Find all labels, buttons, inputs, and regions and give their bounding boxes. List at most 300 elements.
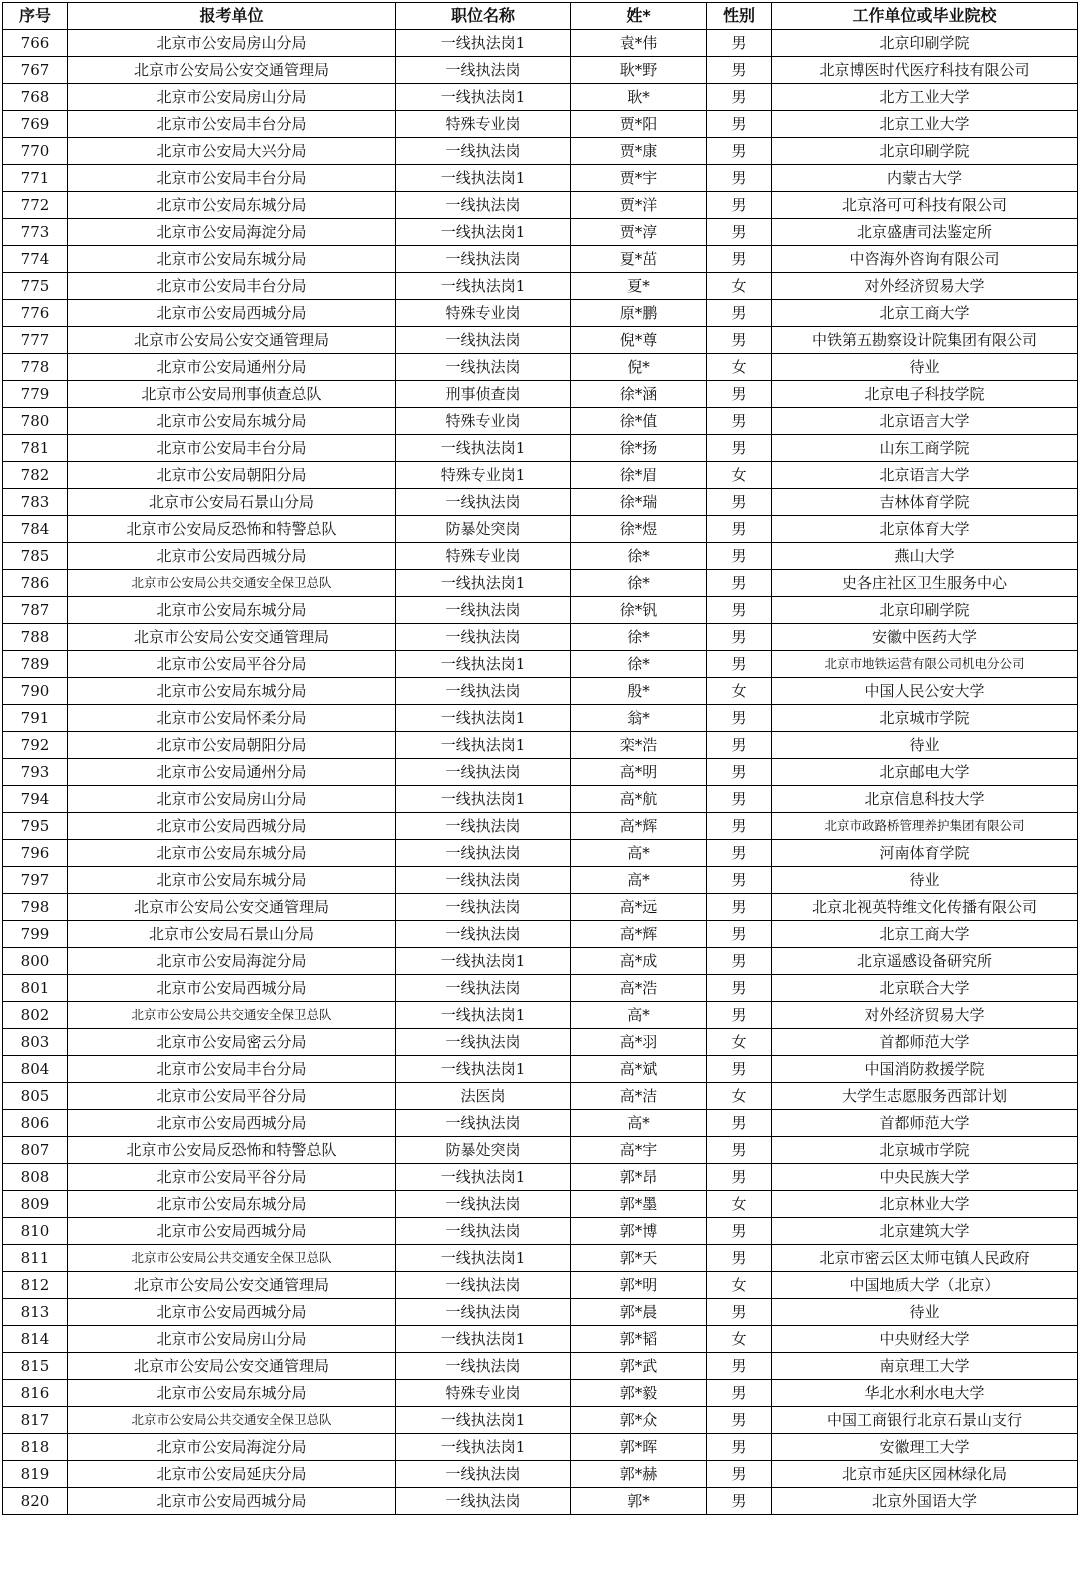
cell-applied-unit: 北京市公安局公共交通安全保卫总队 (68, 1407, 396, 1434)
cell-employer-or-school: 北京印刷学院 (772, 30, 1078, 57)
cell-serial-number: 786 (3, 570, 68, 597)
cell-position-name: 一线执法岗 (396, 192, 571, 219)
table-row (3, 840, 1078, 867)
cell-position-name: 防暴处突岗 (396, 1137, 571, 1164)
cell-name: 徐*瑞 (571, 489, 707, 516)
cell-serial-number: 816 (3, 1380, 68, 1407)
cell-position-name: 一线执法岗 (396, 246, 571, 273)
table-row (3, 1110, 1078, 1137)
cell-gender: 男 (707, 1299, 772, 1326)
table-row (3, 543, 1078, 570)
cell-gender: 男 (707, 1245, 772, 1272)
cell-gender: 男 (707, 975, 772, 1002)
cell-serial-number: 808 (3, 1164, 68, 1191)
cell-position-name: 一线执法岗1 (396, 30, 571, 57)
cell-applied-unit: 北京市公安局公安交通管理局 (68, 894, 396, 921)
cell-position-name: 一线执法岗1 (396, 273, 571, 300)
cell-employer-or-school: 中铁第五勘察设计院集团有限公司 (772, 327, 1078, 354)
table-row (3, 327, 1078, 354)
cell-position-name: 一线执法岗 (396, 354, 571, 381)
cell-name: 徐*值 (571, 408, 707, 435)
cell-name: 郭*墨 (571, 1191, 707, 1218)
cell-gender: 男 (707, 1461, 772, 1488)
cell-applied-unit: 北京市公安局东城分局 (68, 1191, 396, 1218)
header-employer-or-school: 工作单位或毕业院校 (772, 3, 1078, 30)
cell-name: 原*鹏 (571, 300, 707, 327)
cell-gender: 男 (707, 1407, 772, 1434)
cell-gender: 男 (707, 219, 772, 246)
cell-gender: 女 (707, 1083, 772, 1110)
cell-gender: 女 (707, 678, 772, 705)
cell-serial-number: 802 (3, 1002, 68, 1029)
cell-employer-or-school: 待业 (772, 732, 1078, 759)
cell-serial-number: 782 (3, 462, 68, 489)
cell-name: 袁*伟 (571, 30, 707, 57)
cell-position-name: 一线执法岗 (396, 678, 571, 705)
cell-applied-unit: 北京市公安局通州分局 (68, 354, 396, 381)
table-row (3, 894, 1078, 921)
cell-name: 高*宇 (571, 1137, 707, 1164)
cell-name: 郭*毅 (571, 1380, 707, 1407)
table-row (3, 1002, 1078, 1029)
cell-position-name: 一线执法岗 (396, 57, 571, 84)
cell-name: 耿*野 (571, 57, 707, 84)
cell-position-name: 一线执法岗1 (396, 651, 571, 678)
cell-name: 徐* (571, 651, 707, 678)
cell-position-name: 一线执法岗1 (396, 948, 571, 975)
cell-employer-or-school: 北京城市学院 (772, 705, 1078, 732)
cell-applied-unit: 北京市公安局公共交通安全保卫总队 (68, 1245, 396, 1272)
cell-employer-or-school: 首都师范大学 (772, 1110, 1078, 1137)
cell-employer-or-school: 吉林体育学院 (772, 489, 1078, 516)
cell-gender: 男 (707, 651, 772, 678)
cell-gender: 男 (707, 1353, 772, 1380)
cell-serial-number: 785 (3, 543, 68, 570)
cell-applied-unit: 北京市公安局东城分局 (68, 408, 396, 435)
cell-name: 栾*浩 (571, 732, 707, 759)
cell-serial-number: 789 (3, 651, 68, 678)
cell-gender: 男 (707, 1137, 772, 1164)
cell-gender: 女 (707, 1272, 772, 1299)
cell-name: 郭*明 (571, 1272, 707, 1299)
cell-gender: 男 (707, 408, 772, 435)
cell-employer-or-school: 北京外国语大学 (772, 1488, 1078, 1515)
cell-gender: 女 (707, 462, 772, 489)
cell-gender: 男 (707, 570, 772, 597)
table-row (3, 759, 1078, 786)
cell-position-name: 一线执法岗1 (396, 705, 571, 732)
cell-serial-number: 773 (3, 219, 68, 246)
cell-serial-number: 817 (3, 1407, 68, 1434)
cell-name: 郭*昂 (571, 1164, 707, 1191)
table-row (3, 1218, 1078, 1245)
cell-position-name: 一线执法岗1 (396, 219, 571, 246)
table-row (3, 273, 1078, 300)
cell-applied-unit: 北京市公安局东城分局 (68, 678, 396, 705)
cell-applied-unit: 北京市公安局东城分局 (68, 192, 396, 219)
cell-gender: 男 (707, 948, 772, 975)
cell-employer-or-school: 中央民族大学 (772, 1164, 1078, 1191)
cell-name: 殷* (571, 678, 707, 705)
cell-employer-or-school: 南京理工大学 (772, 1353, 1078, 1380)
cell-name: 高* (571, 840, 707, 867)
cell-gender: 男 (707, 1380, 772, 1407)
cell-gender: 女 (707, 1191, 772, 1218)
cell-serial-number: 787 (3, 597, 68, 624)
cell-serial-number: 797 (3, 867, 68, 894)
cell-gender: 男 (707, 786, 772, 813)
cell-serial-number: 769 (3, 111, 68, 138)
cell-name: 郭*博 (571, 1218, 707, 1245)
cell-position-name: 特殊专业岗 (396, 300, 571, 327)
cell-employer-or-school: 中央财经大学 (772, 1326, 1078, 1353)
cell-applied-unit: 北京市公安局丰台分局 (68, 1056, 396, 1083)
header-gender: 性别 (707, 3, 772, 30)
table-row (3, 1380, 1078, 1407)
cell-employer-or-school: 北京印刷学院 (772, 138, 1078, 165)
cell-serial-number: 766 (3, 30, 68, 57)
cell-serial-number: 818 (3, 1434, 68, 1461)
table-row (3, 1326, 1078, 1353)
cell-serial-number: 767 (3, 57, 68, 84)
cell-serial-number: 791 (3, 705, 68, 732)
cell-name: 徐* (571, 624, 707, 651)
cell-serial-number: 798 (3, 894, 68, 921)
cell-serial-number: 777 (3, 327, 68, 354)
table-row (3, 1164, 1078, 1191)
table-row (3, 84, 1078, 111)
cell-name: 夏*茁 (571, 246, 707, 273)
cell-employer-or-school: 待业 (772, 867, 1078, 894)
cell-position-name: 法医岗 (396, 1083, 571, 1110)
cell-name: 徐*眉 (571, 462, 707, 489)
table-row (3, 813, 1078, 840)
table-row (3, 1488, 1078, 1515)
cell-applied-unit: 北京市公安局海淀分局 (68, 219, 396, 246)
cell-employer-or-school: 中国人民公安大学 (772, 678, 1078, 705)
table-body (3, 30, 1078, 1515)
table-row (3, 651, 1078, 678)
cell-position-name: 一线执法岗1 (396, 84, 571, 111)
cell-position-name: 一线执法岗 (396, 840, 571, 867)
cell-name: 徐* (571, 570, 707, 597)
cell-employer-or-school: 北京电子科技学院 (772, 381, 1078, 408)
cell-name: 高*航 (571, 786, 707, 813)
cell-gender: 女 (707, 1326, 772, 1353)
cell-position-name: 一线执法岗1 (396, 1434, 571, 1461)
table-row (3, 678, 1078, 705)
cell-position-name: 刑事侦查岗 (396, 381, 571, 408)
cell-applied-unit: 北京市公安局通州分局 (68, 759, 396, 786)
cell-applied-unit: 北京市公安局公安交通管理局 (68, 327, 396, 354)
cell-position-name: 一线执法岗 (396, 1191, 571, 1218)
cell-serial-number: 800 (3, 948, 68, 975)
cell-position-name: 一线执法岗1 (396, 1164, 571, 1191)
cell-position-name: 一线执法岗 (396, 813, 571, 840)
cell-gender: 男 (707, 1164, 772, 1191)
cell-employer-or-school: 北京邮电大学 (772, 759, 1078, 786)
cell-serial-number: 788 (3, 624, 68, 651)
header-name: 姓* (571, 3, 707, 30)
cell-name: 郭*韬 (571, 1326, 707, 1353)
cell-applied-unit: 北京市公安局丰台分局 (68, 165, 396, 192)
cell-position-name: 一线执法岗1 (396, 435, 571, 462)
cell-applied-unit: 北京市公安局石景山分局 (68, 921, 396, 948)
cell-serial-number: 793 (3, 759, 68, 786)
cell-name: 高*辉 (571, 921, 707, 948)
cell-serial-number: 781 (3, 435, 68, 462)
cell-employer-or-school: 北京北视英特维文化传播有限公司 (772, 894, 1078, 921)
cell-employer-or-school: 北京城市学院 (772, 1137, 1078, 1164)
cell-position-name: 一线执法岗 (396, 624, 571, 651)
table-row (3, 1029, 1078, 1056)
cell-gender: 男 (707, 705, 772, 732)
table-row (3, 705, 1078, 732)
cell-name: 贾*淳 (571, 219, 707, 246)
cell-name: 高* (571, 1110, 707, 1137)
cell-serial-number: 806 (3, 1110, 68, 1137)
cell-gender: 男 (707, 84, 772, 111)
cell-serial-number: 801 (3, 975, 68, 1002)
cell-gender: 男 (707, 192, 772, 219)
cell-gender: 男 (707, 732, 772, 759)
cell-gender: 男 (707, 111, 772, 138)
cell-position-name: 一线执法岗 (396, 489, 571, 516)
cell-position-name: 一线执法岗 (396, 867, 571, 894)
table-row (3, 732, 1078, 759)
cell-employer-or-school: 北京工业大学 (772, 111, 1078, 138)
cell-serial-number: 783 (3, 489, 68, 516)
cell-gender: 男 (707, 624, 772, 651)
cell-applied-unit: 北京市公安局西城分局 (68, 300, 396, 327)
table-row (3, 1083, 1078, 1110)
cell-gender: 男 (707, 489, 772, 516)
cell-position-name: 特殊专业岗1 (396, 462, 571, 489)
cell-name: 夏* (571, 273, 707, 300)
cell-employer-or-school: 北京语言大学 (772, 462, 1078, 489)
cell-employer-or-school: 河南体育学院 (772, 840, 1078, 867)
cell-name: 高*成 (571, 948, 707, 975)
table-row (3, 1272, 1078, 1299)
cell-gender: 男 (707, 840, 772, 867)
cell-applied-unit: 北京市公安局平谷分局 (68, 1164, 396, 1191)
table-row (3, 57, 1078, 84)
cell-name: 郭*天 (571, 1245, 707, 1272)
cell-name: 徐*钒 (571, 597, 707, 624)
table-row (3, 1434, 1078, 1461)
cell-applied-unit: 北京市公安局西城分局 (68, 1218, 396, 1245)
cell-applied-unit: 北京市公安局东城分局 (68, 840, 396, 867)
cell-employer-or-school: 燕山大学 (772, 543, 1078, 570)
header-position-name: 职位名称 (396, 3, 571, 30)
cell-name: 徐* (571, 543, 707, 570)
cell-applied-unit: 北京市公安局东城分局 (68, 1380, 396, 1407)
table-row (3, 435, 1078, 462)
cell-name: 高* (571, 1002, 707, 1029)
cell-serial-number: 812 (3, 1272, 68, 1299)
cell-name: 高*浩 (571, 975, 707, 1002)
cell-serial-number: 796 (3, 840, 68, 867)
table-row (3, 219, 1078, 246)
cell-serial-number: 810 (3, 1218, 68, 1245)
cell-applied-unit: 北京市公安局西城分局 (68, 1299, 396, 1326)
cell-name: 高*明 (571, 759, 707, 786)
cell-applied-unit: 北京市公安局公安交通管理局 (68, 624, 396, 651)
cell-applied-unit: 北京市公安局反恐怖和特警总队 (68, 1137, 396, 1164)
cell-name: 高*羽 (571, 1029, 707, 1056)
cell-employer-or-school: 北京信息科技大学 (772, 786, 1078, 813)
cell-applied-unit: 北京市公安局朝阳分局 (68, 732, 396, 759)
cell-gender: 女 (707, 354, 772, 381)
cell-position-name: 一线执法岗1 (396, 732, 571, 759)
cell-serial-number: 770 (3, 138, 68, 165)
cell-employer-or-school: 北京市地铁运营有限公司机电分公司 (772, 651, 1078, 678)
cell-position-name: 一线执法岗 (396, 1299, 571, 1326)
table-row (3, 1137, 1078, 1164)
cell-serial-number: 778 (3, 354, 68, 381)
cell-position-name: 一线执法岗 (396, 759, 571, 786)
cell-name: 高*斌 (571, 1056, 707, 1083)
table-row (3, 354, 1078, 381)
cell-position-name: 一线执法岗 (396, 1488, 571, 1515)
cell-name: 郭*赫 (571, 1461, 707, 1488)
cell-position-name: 特殊专业岗 (396, 543, 571, 570)
cell-employer-or-school: 中咨海外咨询有限公司 (772, 246, 1078, 273)
table-row (3, 165, 1078, 192)
cell-serial-number: 774 (3, 246, 68, 273)
cell-serial-number: 792 (3, 732, 68, 759)
table-row (3, 1191, 1078, 1218)
table-row (3, 975, 1078, 1002)
cell-applied-unit: 北京市公安局丰台分局 (68, 273, 396, 300)
cell-name: 耿* (571, 84, 707, 111)
cell-serial-number: 814 (3, 1326, 68, 1353)
cell-applied-unit: 北京市公安局房山分局 (68, 1326, 396, 1353)
cell-gender: 男 (707, 30, 772, 57)
cell-gender: 男 (707, 1056, 772, 1083)
cell-name: 高*洁 (571, 1083, 707, 1110)
cell-applied-unit: 北京市公安局怀柔分局 (68, 705, 396, 732)
cell-position-name: 一线执法岗 (396, 921, 571, 948)
table-row (3, 300, 1078, 327)
cell-gender: 男 (707, 1434, 772, 1461)
cell-serial-number: 768 (3, 84, 68, 111)
cell-serial-number: 809 (3, 1191, 68, 1218)
cell-name: 徐*煜 (571, 516, 707, 543)
cell-serial-number: 775 (3, 273, 68, 300)
cell-applied-unit: 北京市公安局刑事侦查总队 (68, 381, 396, 408)
cell-name: 倪* (571, 354, 707, 381)
cell-serial-number: 790 (3, 678, 68, 705)
cell-gender: 男 (707, 165, 772, 192)
cell-applied-unit: 北京市公安局公安交通管理局 (68, 1353, 396, 1380)
cell-employer-or-school: 待业 (772, 354, 1078, 381)
cell-gender: 男 (707, 435, 772, 462)
cell-position-name: 一线执法岗 (396, 1029, 571, 1056)
cell-employer-or-school: 对外经济贸易大学 (772, 273, 1078, 300)
cell-position-name: 特殊专业岗 (396, 111, 571, 138)
cell-serial-number: 820 (3, 1488, 68, 1515)
cell-employer-or-school: 中国地质大学（北京） (772, 1272, 1078, 1299)
cell-serial-number: 772 (3, 192, 68, 219)
cell-employer-or-school: 中国工商银行北京石景山支行 (772, 1407, 1078, 1434)
cell-applied-unit: 北京市公安局西城分局 (68, 813, 396, 840)
table-row (3, 246, 1078, 273)
cell-gender: 男 (707, 1488, 772, 1515)
cell-employer-or-school: 北京语言大学 (772, 408, 1078, 435)
cell-serial-number: 807 (3, 1137, 68, 1164)
cell-applied-unit: 北京市公安局公安交通管理局 (68, 57, 396, 84)
cell-position-name: 一线执法岗 (396, 1353, 571, 1380)
cell-serial-number: 804 (3, 1056, 68, 1083)
cell-gender: 男 (707, 138, 772, 165)
header-applied-unit: 报考单位 (68, 3, 396, 30)
cell-applied-unit: 北京市公安局密云分局 (68, 1029, 396, 1056)
table-row (3, 570, 1078, 597)
cell-gender: 男 (707, 759, 772, 786)
cell-name: 翁* (571, 705, 707, 732)
table-row (3, 111, 1078, 138)
cell-name: 贾*阳 (571, 111, 707, 138)
table-row (3, 1299, 1078, 1326)
cell-employer-or-school: 对外经济贸易大学 (772, 1002, 1078, 1029)
cell-name: 郭* (571, 1488, 707, 1515)
cell-applied-unit: 北京市公安局公共交通安全保卫总队 (68, 570, 396, 597)
cell-gender: 男 (707, 894, 772, 921)
cell-gender: 男 (707, 1218, 772, 1245)
cell-gender: 男 (707, 381, 772, 408)
cell-employer-or-school: 中国消防救援学院 (772, 1056, 1078, 1083)
candidate-roster (2, 2, 1077, 1515)
cell-position-name: 一线执法岗1 (396, 165, 571, 192)
cell-applied-unit: 北京市公安局房山分局 (68, 786, 396, 813)
cell-position-name: 一线执法岗 (396, 1461, 571, 1488)
cell-applied-unit: 北京市公安局西城分局 (68, 1110, 396, 1137)
cell-applied-unit: 北京市公安局平谷分局 (68, 1083, 396, 1110)
cell-employer-or-school: 华北水利水电大学 (772, 1380, 1078, 1407)
cell-position-name: 一线执法岗1 (396, 1326, 571, 1353)
cell-serial-number: 779 (3, 381, 68, 408)
table-row (3, 786, 1078, 813)
cell-employer-or-school: 北京建筑大学 (772, 1218, 1078, 1245)
table-row (3, 381, 1078, 408)
cell-name: 贾*宇 (571, 165, 707, 192)
cell-gender: 女 (707, 273, 772, 300)
cell-employer-or-school: 安徽中医药大学 (772, 624, 1078, 651)
table-row (3, 192, 1078, 219)
cell-applied-unit: 北京市公安局东城分局 (68, 246, 396, 273)
cell-position-name: 一线执法岗 (396, 1110, 571, 1137)
cell-gender: 女 (707, 1029, 772, 1056)
cell-serial-number: 780 (3, 408, 68, 435)
cell-applied-unit: 北京市公安局丰台分局 (68, 435, 396, 462)
cell-employer-or-school: 史各庄社区卫生服务中心 (772, 570, 1078, 597)
cell-employer-or-school: 北京市政路桥管理养护集团有限公司 (772, 813, 1078, 840)
cell-position-name: 一线执法岗1 (396, 1407, 571, 1434)
table-row (3, 948, 1078, 975)
cell-name: 郭*晖 (571, 1434, 707, 1461)
cell-position-name: 一线执法岗1 (396, 786, 571, 813)
cell-gender: 男 (707, 1002, 772, 1029)
cell-applied-unit: 北京市公安局房山分局 (68, 30, 396, 57)
cell-employer-or-school: 北京洛可可科技有限公司 (772, 192, 1078, 219)
cell-serial-number: 803 (3, 1029, 68, 1056)
cell-position-name: 一线执法岗 (396, 1272, 571, 1299)
table-row (3, 30, 1078, 57)
cell-applied-unit: 北京市公安局反恐怖和特警总队 (68, 516, 396, 543)
cell-name: 郭*武 (571, 1353, 707, 1380)
cell-position-name: 一线执法岗1 (396, 1056, 571, 1083)
